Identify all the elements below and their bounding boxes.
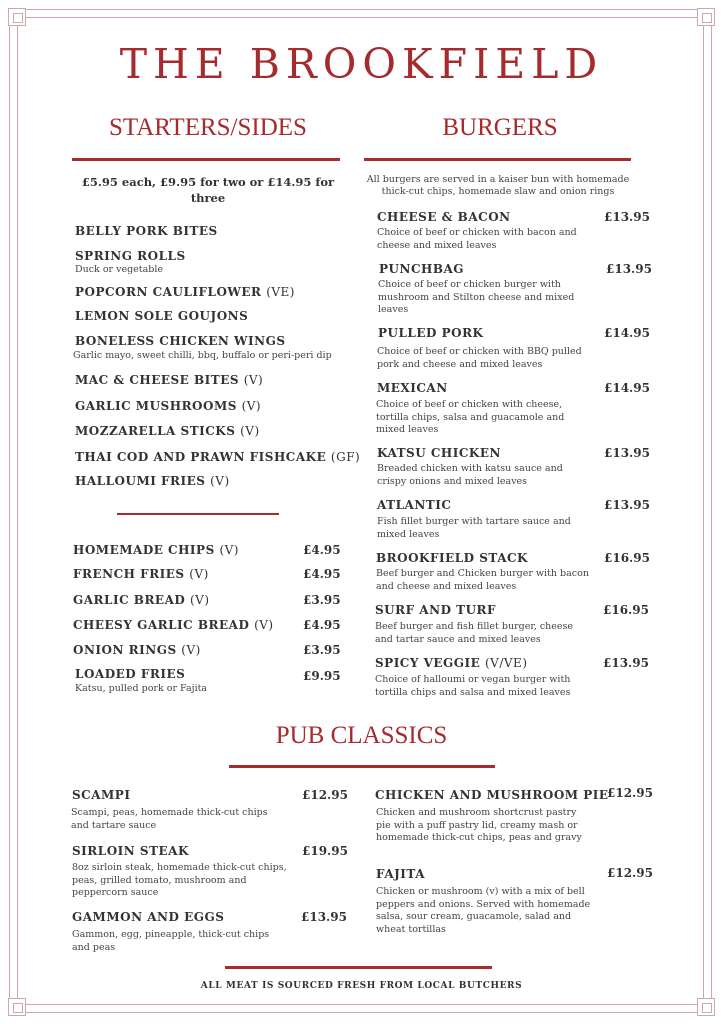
side-price: £4.95 [303,567,341,581]
burger-desc: Choice of beef or chicken with bacon and cheese and mixed leaves [377,227,577,251]
classic-price: £12.95 [607,866,653,880]
classic-item: SIRLOIN STEAK [72,844,189,858]
corner-ornament-bottom-left [8,998,26,1016]
side-item: CHEESY GARLIC BREAD (V) [73,618,274,632]
burgers-rule [364,158,631,161]
starter-item: MOZZARELLA STICKS (V) [75,424,260,438]
classic-price: £13.95 [301,910,347,924]
starter-item: THAI COD AND PRAWN FISHCAKE (GF) [75,450,361,464]
footer-rule [225,966,492,969]
starter-item: BELLY PORK BITES [75,224,218,238]
starter-desc: Duck or vegetable [75,264,164,275]
burger-desc: Fish fillet burger with tartare sauce and mixed leaves [377,516,571,540]
classic-item: FAJITA [376,867,426,881]
burgers-note: All burgers are served in a kaiser bun with homemade thick-cut chips, homemade slaw and onion rings [366,174,630,197]
burger-desc: Choice of beef or chicken with cheese, tortilla chips, salsa and guacamole and mixed leaves [376,399,565,435]
classic-desc: Scampi, peas, homemade thick-cut chips and tartare sauce [71,807,268,831]
starters-heading: STARTERS/SIDES [109,114,307,141]
starter-item: MAC & CHEESE BITES (V) [75,373,264,387]
classics-heading: PUB CLASSICS [275,722,448,749]
side-price: £4.95 [303,543,341,557]
burger-price: £13.95 [606,262,652,276]
burger-item: ATLANTIC [377,498,452,512]
classic-desc: Gammon, egg, pineapple, thick-cut chips and peas [72,929,270,953]
burger-item: SURF AND TURF [375,603,497,617]
side-item: LOADED FRIES [75,667,186,681]
burger-price: £16.95 [603,603,649,617]
burger-item: PUNCHBAG [379,262,465,276]
burger-price: £13.95 [603,656,649,670]
burger-item: CHEESE & BACON [377,210,511,224]
burger-price: £13.95 [604,446,650,460]
footer-note: ALL MEAT IS SOURCED FRESH FROM LOCAL BUTCHERS [200,981,523,991]
starter-item: LEMON SOLE GOUJONS [75,309,249,323]
classic-desc: Chicken or mushroom (v) with a mix of bell peppers and onions. Served with homemade salsa, sour cream, guacamole, salad and wheat tortillas [376,886,591,935]
burger-price: £13.95 [604,498,650,512]
starters-price-line: £5.95 each, £9.95 for two or £14.95 for three [81,175,335,205]
classic-price: £12.95 [302,788,348,802]
starter-item: BONELESS CHICKEN WINGS [75,334,286,348]
corner-ornament-bottom-right [697,998,715,1016]
starters-rule [72,158,340,161]
side-item: FRENCH FRIES (V) [73,567,209,581]
burger-price: £14.95 [604,326,650,340]
classic-desc: 8oz sirloin steak, homemade thick-cut chips, peas, grilled tomato, mushroom and peppercorn sauce [72,862,287,898]
starter-desc: Garlic mayo, sweet chilli, bbq, buffalo or peri-peri dip [73,350,332,361]
starter-item: HALLOUMI FRIES (V) [75,474,230,488]
burger-desc: Choice of beef or chicken burger with mushroom and Stilton cheese and mixed leaves [378,279,575,315]
burger-item: MEXICAN [377,381,448,395]
corner-ornament-top-left [8,8,26,26]
classic-desc: Chicken and mushroom shortcrust pastry pie with a puff pastry lid, creamy mash or homemade thick-cut chips, peas and gravy [376,807,582,843]
side-desc: Katsu, pulled pork or Fajita [75,683,208,694]
burger-price: £14.95 [604,381,650,395]
side-price: £9.95 [303,669,341,683]
menu-title: THE BROOKFIELD [119,40,604,88]
side-price: £4.95 [303,618,341,632]
classic-item: GAMMON AND EGGS [72,910,225,924]
side-item: GARLIC BREAD (V) [73,593,210,607]
starter-item: SPRING ROLLS [75,249,186,263]
burger-item: KATSU CHICKEN [377,446,501,460]
burger-price: £16.95 [604,551,650,565]
starter-item: POPCORN CAULIFLOWER (VE) [75,285,295,299]
burgers-heading: BURGERS [442,114,558,141]
burger-item: BROOKFIELD STACK [376,551,528,565]
burger-desc: Choice of beef or chicken with BBQ pulled pork and cheese and mixed leaves [377,346,582,370]
burger-desc: Breaded chicken with katsu sauce and crispy onions and mixed leaves [377,463,563,487]
classic-price: £19.95 [302,844,348,858]
burger-item: PULLED PORK [378,326,484,340]
burger-desc: Choice of halloumi or vegan burger with tortilla chips and salsa and mixed leaves [375,674,571,698]
burger-desc: Beef burger and fish fillet burger, cheese and tartar sauce and mixed leaves [375,621,574,645]
side-price: £3.95 [303,593,341,607]
burger-price: £13.95 [604,210,650,224]
side-item: ONION RINGS (V) [73,643,201,657]
classics-rule [229,765,495,768]
side-price: £3.95 [303,643,341,657]
side-item: HOMEMADE CHIPS (V) [73,543,239,557]
burger-item: SPICY VEGGIE (V/VE) [375,656,528,670]
burger-desc: Beef burger and Chicken burger with bacon and cheese and mixed leaves [376,568,589,592]
sides-rule [117,513,279,515]
corner-ornament-top-right [697,8,715,26]
classic-item: SCAMPI [72,788,131,802]
classic-item: CHICKEN AND MUSHROOM PIE [375,788,609,802]
starter-item: GARLIC MUSHROOMS (V) [75,399,262,413]
classic-price: £12.95 [607,786,653,800]
